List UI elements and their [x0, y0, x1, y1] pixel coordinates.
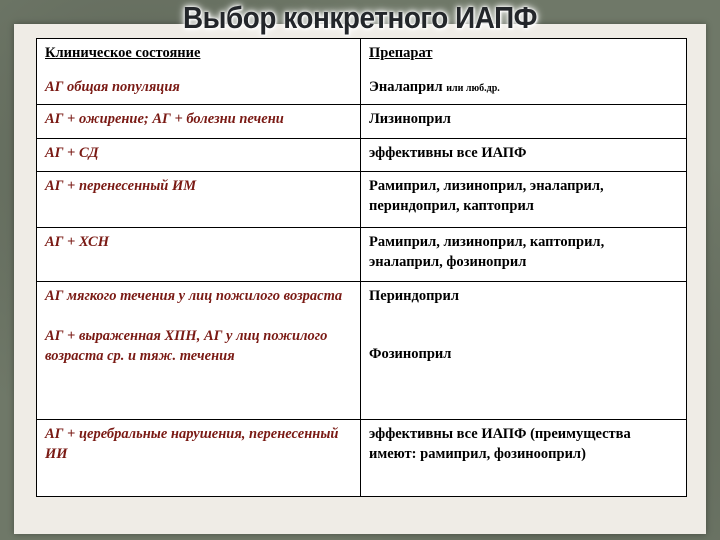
- condition-text: АГ мягкого течения у лиц пожилого возраста: [45, 288, 343, 304]
- condition-text: АГ + СД: [45, 145, 99, 161]
- table-row: [37, 420, 687, 497]
- table-row: [37, 139, 687, 172]
- drug-note: или люб.др.: [446, 83, 500, 94]
- table-cell: [361, 282, 687, 420]
- column-header-condition: Клиническое состояние: [45, 45, 201, 61]
- drug-text: Периндоприл: [369, 288, 459, 304]
- table-cell: [37, 105, 361, 139]
- table-cell: [361, 105, 687, 139]
- condition-text: АГ + ожирение; АГ + болезни печени: [45, 111, 284, 127]
- table-row: [37, 228, 687, 282]
- drug-text: эффективны все ИАПФ (преимущества имеют: рамиприл, фозинооприл): [369, 426, 631, 462]
- table-cell: [37, 420, 361, 497]
- table-row: [37, 39, 687, 105]
- table-cell: [37, 282, 361, 420]
- table-row: [37, 172, 687, 228]
- condition-text: АГ общая популяция: [45, 79, 180, 95]
- column-header-drug: Препарат: [369, 45, 433, 61]
- ace-inhibitor-table: [36, 38, 687, 497]
- table-cell: [361, 39, 687, 105]
- table-row: [37, 105, 687, 139]
- table-cell: [361, 139, 687, 172]
- table-cell: [37, 39, 361, 105]
- drug-text: Фозиноприл: [369, 346, 452, 362]
- condition-text: АГ + выраженная ХПН, АГ у лиц пожилого возраста ср. и тяж. течения: [45, 328, 328, 364]
- drug-text: Эналаприл: [369, 79, 443, 95]
- drug-text: эффективны все ИАПФ: [369, 145, 527, 161]
- condition-text: АГ + перенесенный ИМ: [45, 178, 197, 194]
- condition-text: АГ + церебральные нарушения, перенесенный ИИ: [45, 426, 339, 462]
- table-cell: [37, 139, 361, 172]
- drug-text: Рамиприл, лизиноприл, эналаприл, периндоприл, каптоприл: [369, 178, 604, 214]
- table-cell: [37, 172, 361, 228]
- table-cell: [361, 228, 687, 282]
- drug-text: Лизиноприл: [369, 111, 451, 127]
- table-cell: [361, 172, 687, 228]
- table-cell: [361, 420, 687, 497]
- table-cell: [37, 228, 361, 282]
- condition-text: АГ + ХСН: [45, 234, 110, 250]
- drug-text: Рамиприл, лизиноприл, каптоприл, эналаприл, фозиноприл: [369, 234, 605, 270]
- slide-title: Выбор конкретного ИАПФ: [182, 0, 538, 35]
- table-row: [37, 282, 687, 420]
